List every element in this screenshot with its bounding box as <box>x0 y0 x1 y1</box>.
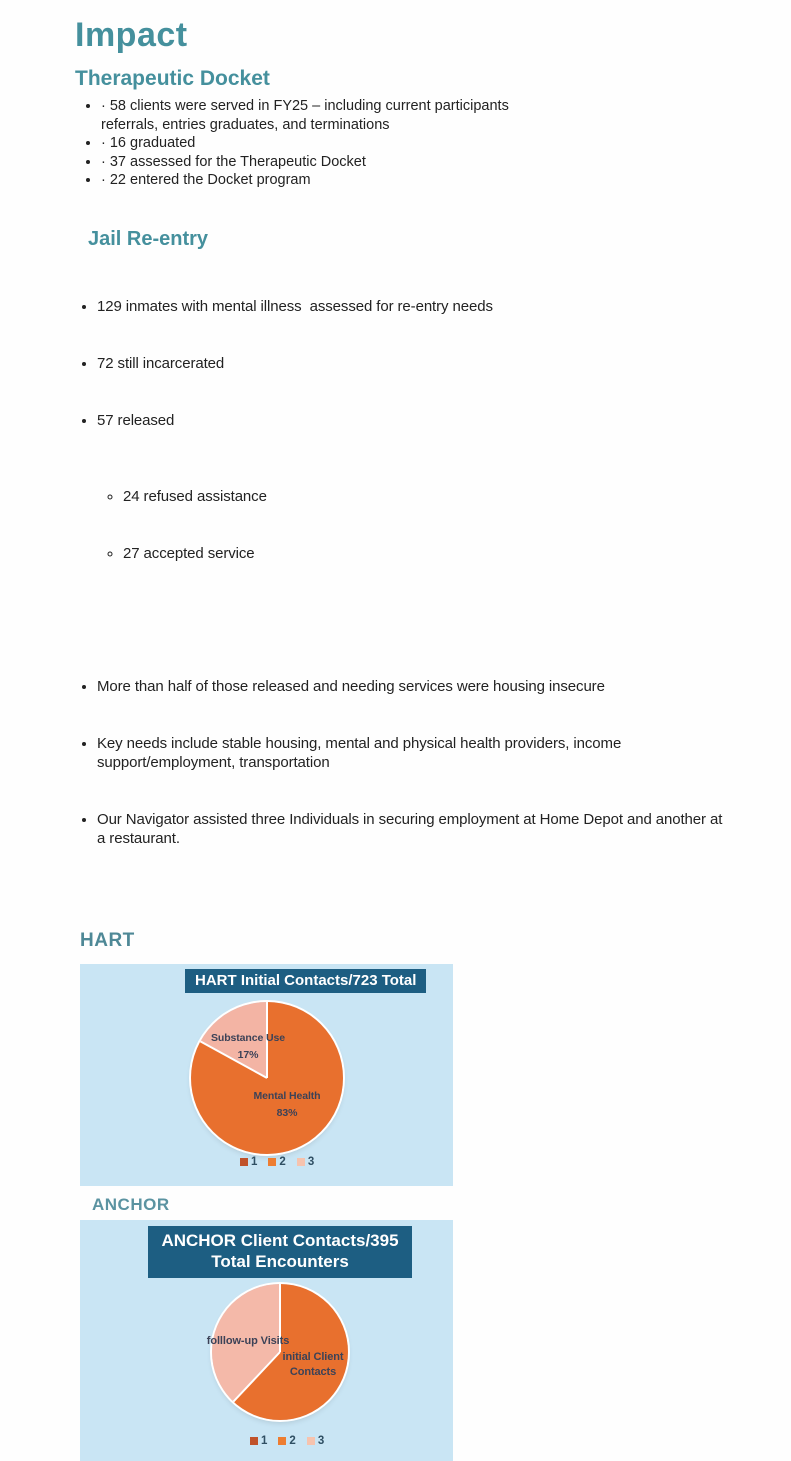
legend-item <box>297 1156 314 1168</box>
legend-swatch-2 <box>268 1158 276 1166</box>
legend-swatch-2 <box>278 1437 286 1445</box>
hart-legend <box>240 1156 314 1168</box>
slice-label: Mental Health <box>253 1089 321 1102</box>
hart-pie-chart <box>191 1002 343 1154</box>
anchor-chart-panel <box>80 1220 453 1461</box>
legend-item <box>307 1435 324 1447</box>
pie-label-mental-health <box>240 1088 334 1122</box>
bullet-item: • · 22 entered the Docket program <box>101 171 535 190</box>
bullet-item: • More than half of those released and needing services were housing insecure <box>97 677 725 696</box>
bullet-item: • 129 inmates with mental illness assessed for re-entry needs <box>97 297 725 316</box>
bullet-item: • · 16 graduated <box>101 134 535 153</box>
bullet-item: • · 37 assessed for the Therapeutic Docket <box>101 153 535 172</box>
sub-bullet-item: ◦ 27 accepted service <box>123 544 725 563</box>
legend-label: 2 <box>279 1155 286 1168</box>
legend-label: 1 <box>251 1155 258 1168</box>
slice-label: Substance Use <box>211 1031 285 1044</box>
legend-item <box>278 1435 295 1447</box>
legend-swatch-1 <box>250 1437 258 1445</box>
therapeutic-docket-list <box>75 97 535 190</box>
legend-item <box>240 1156 257 1168</box>
hart-chart-panel <box>80 964 453 1186</box>
legend-label: 2 <box>289 1434 296 1447</box>
pie-label-initial-client-contacts: initial Client Contacts <box>282 1350 344 1378</box>
anchor-legend <box>250 1435 324 1447</box>
section-heading-hart: HART <box>80 929 135 951</box>
jail-reentry-sublist <box>97 449 725 601</box>
jail-reentry-list <box>80 259 725 886</box>
bullet-item-text: 57 released <box>97 411 175 429</box>
legend-label: 1 <box>261 1434 268 1447</box>
hart-chart-title: HART Initial Contacts/723 Total <box>185 969 426 993</box>
legend-item <box>250 1435 267 1447</box>
legend-swatch-3 <box>297 1158 305 1166</box>
slice-percent: 17% <box>237 1048 259 1061</box>
section-heading-therapeutic-docket: Therapeutic Docket <box>75 67 270 90</box>
section-heading-jail-reentry: Jail Re-entry <box>88 227 209 250</box>
legend-swatch-1 <box>240 1158 248 1166</box>
bullet-item: • Key needs include stable housing, mental and physical health providers, income support/employment, transportation <box>97 734 725 772</box>
sub-bullet-item: ◦ 24 refused assistance <box>123 487 725 506</box>
bullet-item: • 72 still incarcerated <box>97 354 725 373</box>
legend-item <box>268 1156 285 1168</box>
page-title: Impact <box>75 16 188 54</box>
section-heading-anchor: ANCHOR <box>92 1194 170 1214</box>
legend-label: 3 <box>317 1434 325 1447</box>
anchor-chart-title: ANCHOR Client Contacts/395 Total Encounters <box>148 1226 412 1278</box>
bullet-item: • Our Navigator assisted three Individuals in securing employment at Home Depot and another at a restaurant. <box>97 810 725 848</box>
bullet-item: • · 58 clients were served in FY25 – including current participants referrals, entries graduates, and terminations <box>101 97 535 134</box>
slice-percent: 83% <box>276 1106 298 1119</box>
pie-label-substance-use <box>201 1030 295 1064</box>
pie-label-followup-visits: folllow-up Visits <box>206 1334 290 1347</box>
legend-swatch-3 <box>307 1437 315 1445</box>
bullet-item <box>97 411 725 639</box>
legend-label: 3 <box>307 1155 315 1168</box>
